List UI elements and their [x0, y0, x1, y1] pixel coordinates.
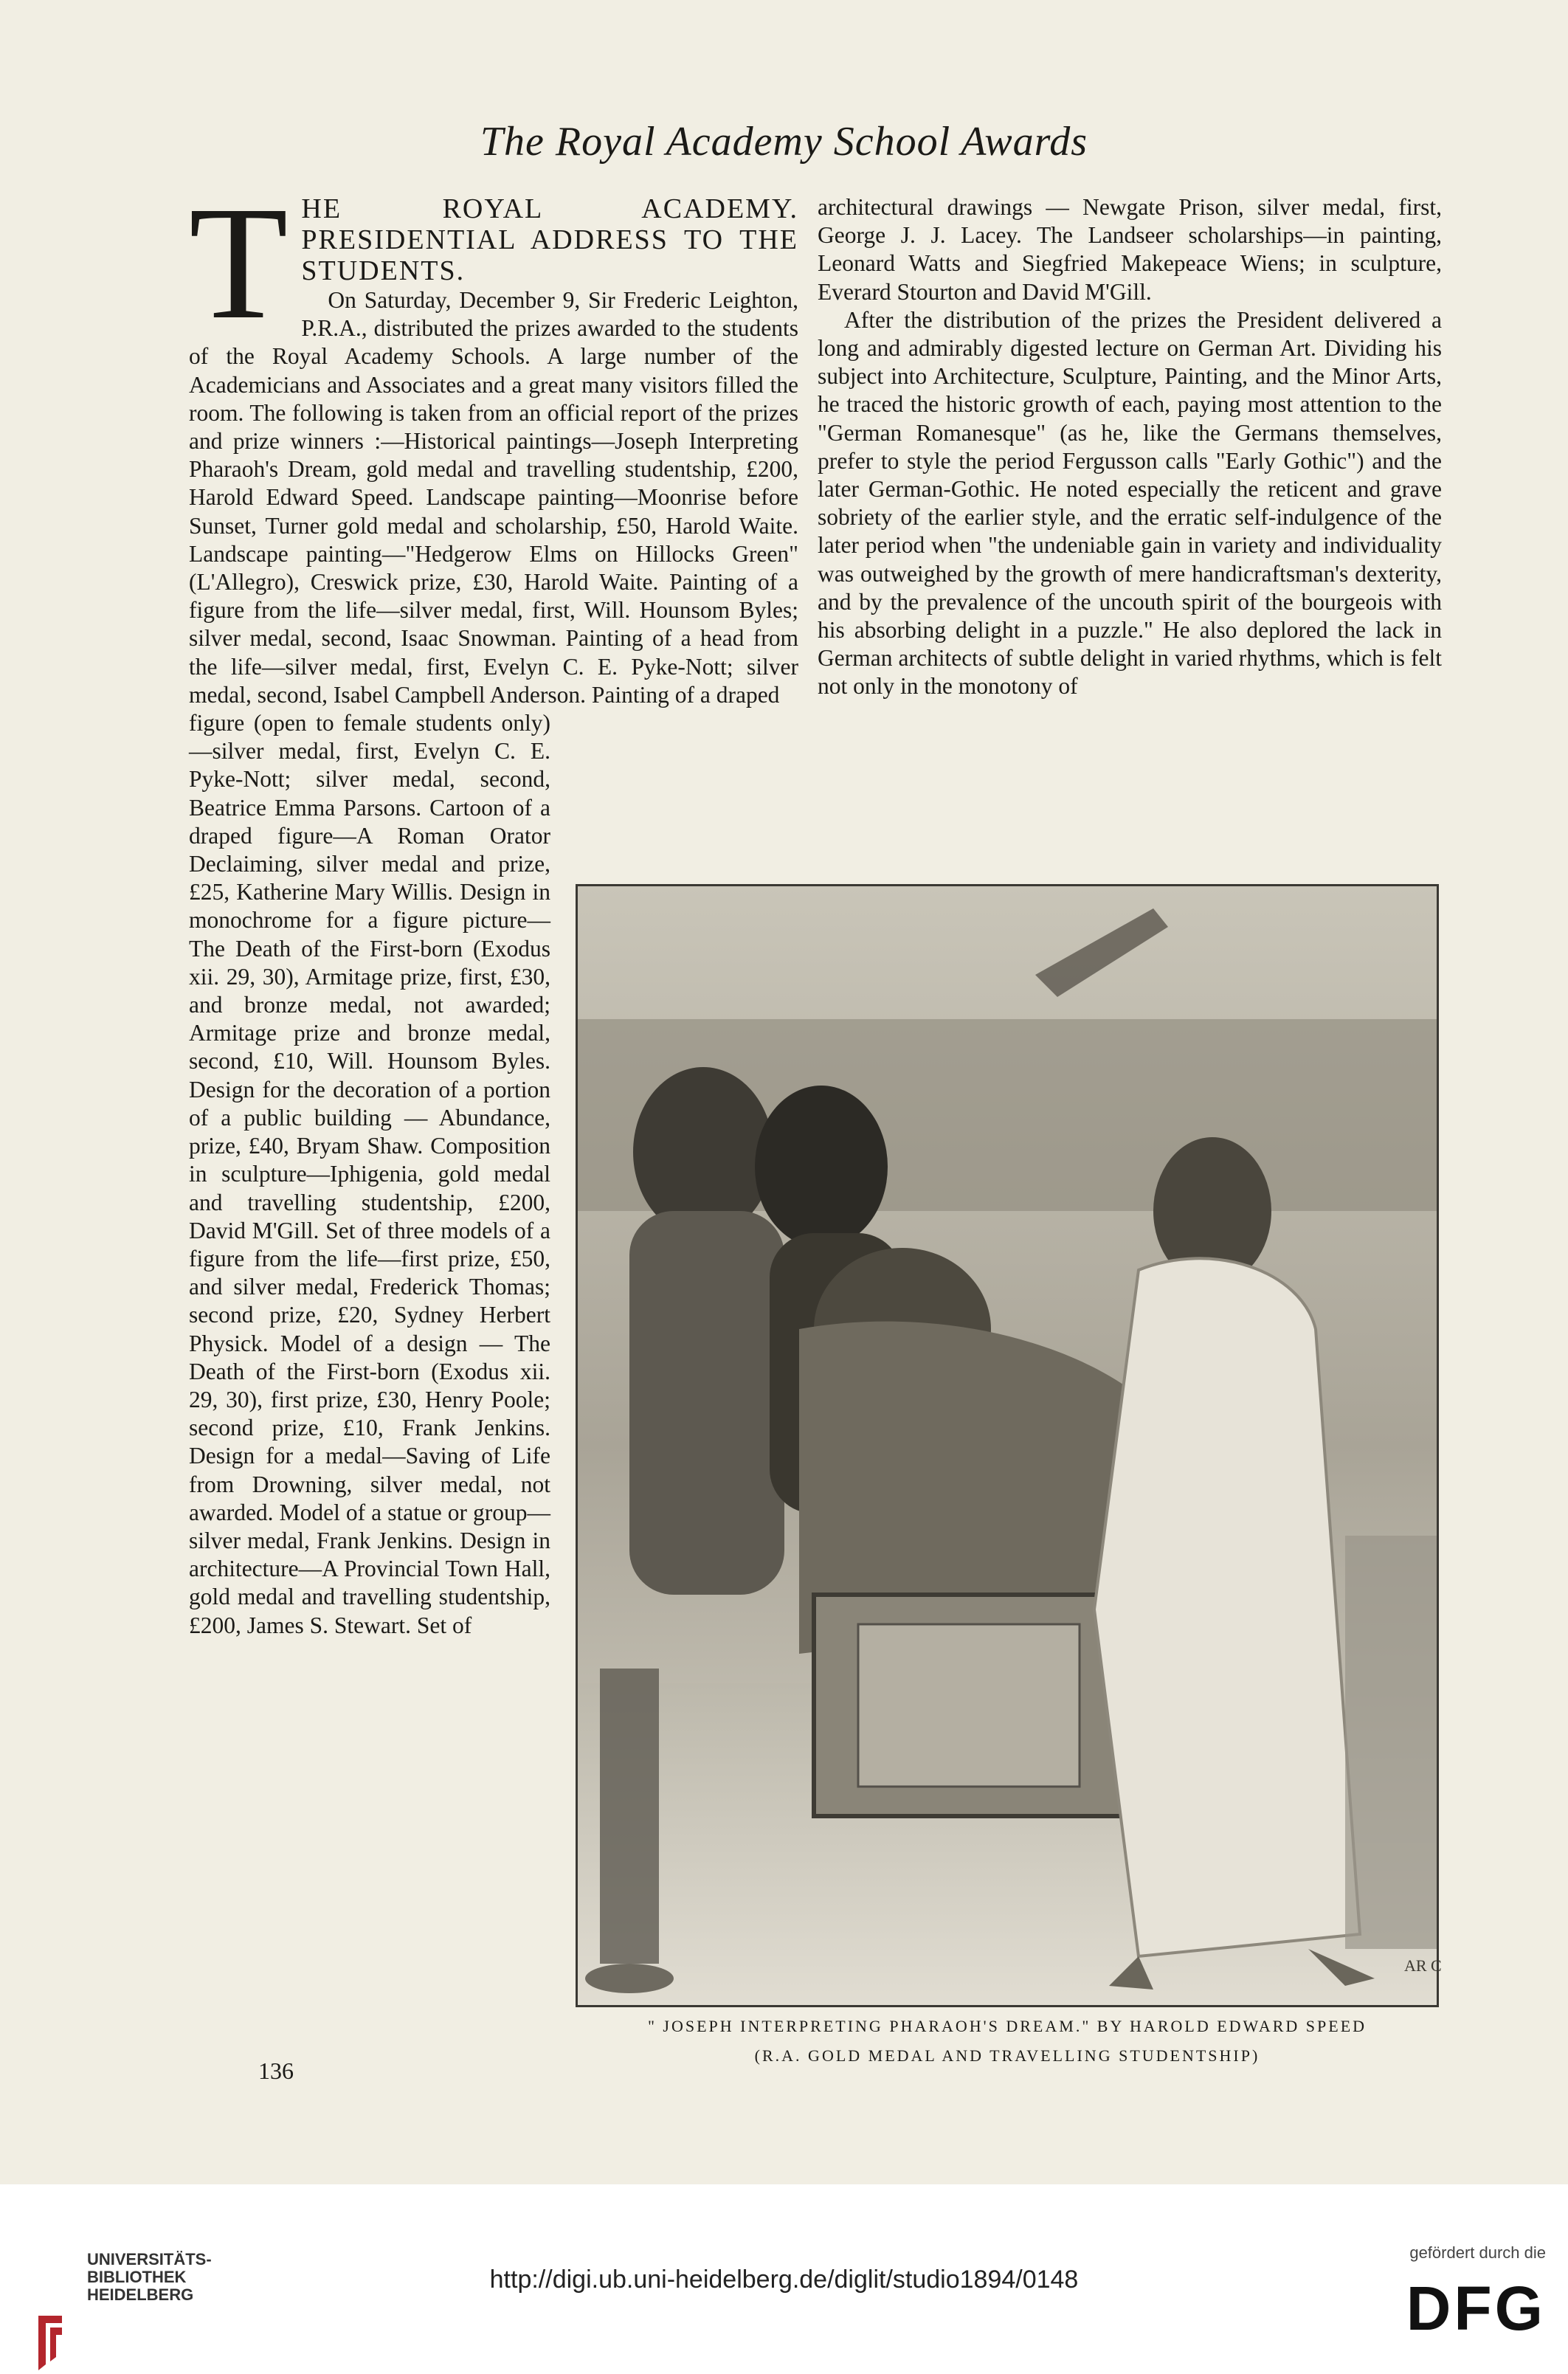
article-paragraph-2: architectural drawings — Newgate Prison, silver medal, first, George J. J. Lacey. The Landseer scholarships—in painting, Leonard Watts and Siegfried Makepeace Wiens; in sculpture, Everard Stourton and David M'Gill.: [818, 194, 1442, 305]
drop-cap: T: [189, 173, 289, 353]
painting-engraving: [578, 886, 1442, 2005]
article-paragraph-1: On Saturday, December 9, Sir Frederic Leighton, P.R.A., distributed the prizes awarded to the students of the Royal Academy Schools. A large number of the Academicians and Associates and a great many visitors filled the room. The following is taken from an official report of the prizes and prize winners :—Historical paintings—Joseph Interpreting Pharaoh's Dream, gold medal and travelling studentship, £200, Harold Edward Speed. Landscape painting—Moonrise before Sunset, Turner gold medal and scholarship, £50, Harold Waite. Landscape painting—"Hedgerow Elms on Hillocks Green" (L'Allegro), Creswick prize, £30, Harold Waite. Painting of a figure from the life—silver medal, first, Will. Hounsom Byles; silver medal, second, Isaac Snowman. Painting of a head from the life—silver medal, first, Evelyn C. E. Pyke-Nott; silver medal, second, Isabel Campbell Anderson. Painting of a draped: [189, 287, 798, 708]
right-column: [818, 193, 1442, 701]
permalink[interactable]: http://digi.ub.uni-heidelberg.de/diglit/studio1894/0148: [489, 2266, 1079, 2294]
article-heading: HE ROYAL ACADEMY. PRESIDENTIAL ADDRESS TO THE STUDENTS.: [301, 193, 798, 286]
article-paragraph-3: After the distribution of the prizes the President delivered a long and admirably digested lecture on German Art. Dividing his subject into Architecture, Sculpture, Painting, and the Minor Arts, he traced the historic growth of each, paying most attention to the "German Romanesque" (as he, like the Germans themselves, prefer to style the period Fergusson calls "Early Gothic") and the later German-Gothic. He noted especially the reticent and grave sobriety of the earlier style, and the erratic self-indulgence of the later period when "the undeniable gain in variety and individuality was outweighed by the growth of mere handicraftsman's dexterity, and by the prevalence of the uncouth spirit of the bourgeois with his absorbing delight in a puzzle." He also deplored the lack in German architects of subtle delight in varied rhythms, which is felt not only in the monotony of: [818, 306, 1442, 700]
page-number: 136: [258, 2057, 294, 2084]
caption-subtitle: (R.A. GOLD MEDAL AND TRAVELLING STUDENTSHIP): [754, 2046, 1260, 2065]
funding-note: gefördert durch die: [1409, 2243, 1546, 2262]
caption-title: " JOSEPH INTERPRETING PHARAOH'S DREAM." BY HAROLD EDWARD SPEED: [647, 2017, 1367, 2035]
dfg-logo: DFG: [1406, 2274, 1546, 2343]
article-paragraph-1-continued: figure (open to female students only)—silver medal, first, Evelyn C. E. Pyke-Nott; silver medal, second, Beatrice Emma Parsons. Cartoon of a draped figure—A Roman Orator Declaiming, silver medal and prize, £25, Katherine Mary Willis. Design in monochrome for a figure picture—The Death of the First-born (Exodus xii. 29, 30), Armitage prize, first, £30, and bronze medal, not awarded; Armitage prize and bronze medal, second, £10, Will. Hounsom Byles. Design for the decoration of a portion of a public building — Abundance, prize, £40, Bryam Shaw. Composition in sculpture—Iphigenia, gold medal and travelling studentship, £200, David M'Gill. Set of three models of a figure from the life—first prize, £50, and silver medal, Frederick Thomas; second prize, £20, Sydney Herbert Physick. Model of a design — The Death of the First-born (Exodus xii. 29, 30), first prize, £30, Henry Poole; second prize, £10, Frank Jenkins. Design for a medal—Saving of Life from Drowning, silver medal, not awarded. Model of a statue or group—silver medal, Frank Jenkins. Design in architecture—A Provincial Town Hall, gold medal and travelling studentship, £200, James S. Stewart. Set of: [189, 710, 550, 1638]
running-title: The Royal Academy School Awards: [480, 119, 1088, 165]
artist-monogram: AR C: [1404, 1956, 1442, 1975]
library-emblem-icon: [35, 2313, 65, 2373]
digitization-footer: [0, 2184, 1568, 2374]
painting-illustration: [576, 884, 1442, 2007]
figure-caption: [568, 2012, 1446, 2071]
library-name: UNIVERSITÄTS- BIBLIOTHEK HEIDELBERG: [87, 2250, 212, 2304]
